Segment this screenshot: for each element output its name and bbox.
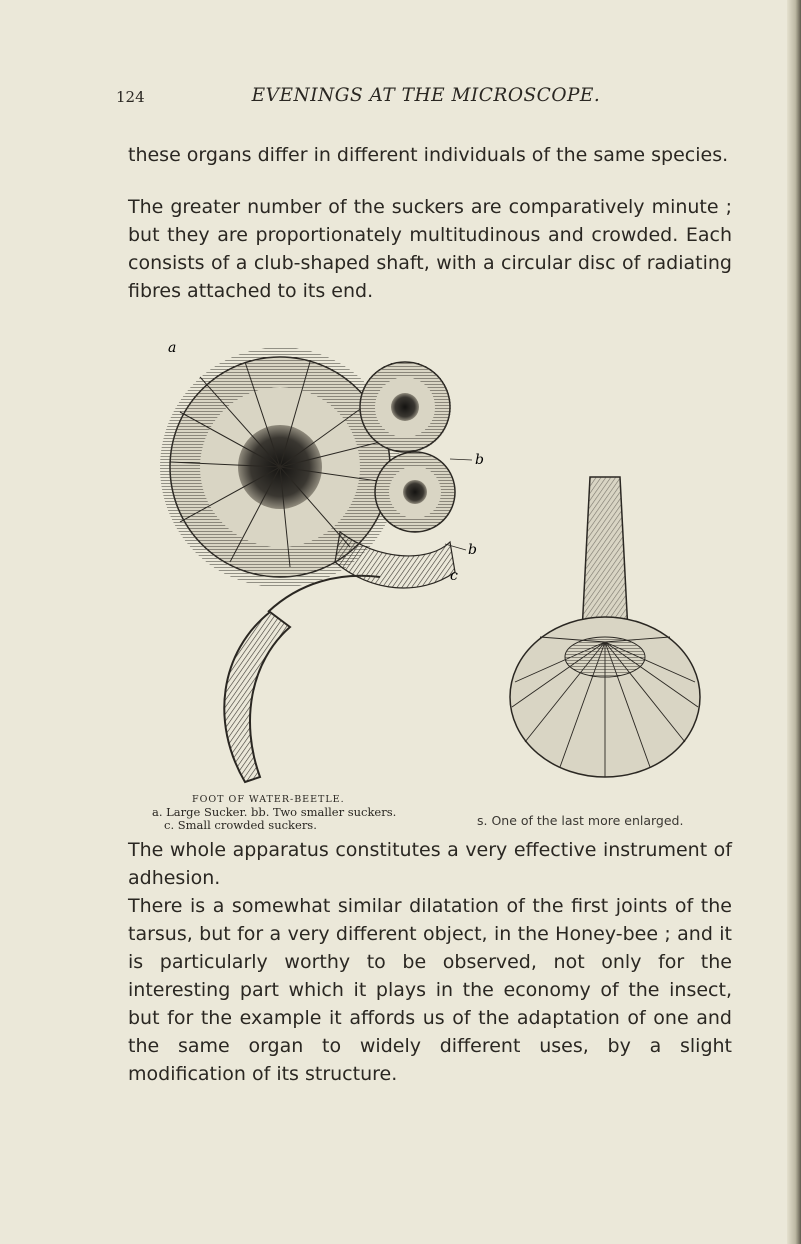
caption-line-1: a. Large Sucker. bb. Two smaller suckers. <box>152 805 397 819</box>
small-crowded-suckers <box>335 532 455 588</box>
label-a: a <box>168 340 177 356</box>
caption-line-2: c. Small crowded suckers. <box>164 818 317 832</box>
page-number: 124 <box>116 88 145 106</box>
figure-caption-left <box>152 793 472 832</box>
caption-title: FOOT OF WATER-BEETLE. <box>192 794 345 805</box>
label-b-lower: b <box>468 542 477 558</box>
paragraph-1: these organs differ in different individuals of the same species. <box>128 144 729 166</box>
leg-shaft <box>224 576 380 782</box>
enlarged-sucker <box>510 477 700 777</box>
smaller-sucker-lower <box>375 452 455 532</box>
figure-caption-right: s. One of the last more enlarged. <box>477 813 684 828</box>
running-head: EVENINGS AT THE MICROSCOPE. <box>251 85 601 106</box>
page-header <box>116 85 736 118</box>
label-c: c <box>450 568 458 584</box>
paragraph-3: The whole apparatus constitutes a very effective instrument of adhesion. <box>128 839 732 889</box>
label-b-upper: b <box>475 452 484 468</box>
paragraph-2: The greater number of the suckers are comparatively minute ; but they are proportionately multitudinous and crowded. Each consists of a club-shaped shaft, with a circular disc of radiating fibres attached to its end. <box>128 196 732 302</box>
page-edge-shadow <box>787 0 801 1244</box>
paragraph-4: There is a somewhat similar dilatation of the first joints of the tarsus, but for a very different object, in the Honey-bee ; and it is particularly worthy to be observed, not only for the interesting part which it plays in the economy of the insect, but for the example it affords us of the adaptation of one and the same organ to widely different uses, by a slight modification of its structure. <box>128 895 732 1085</box>
smaller-sucker-upper <box>360 362 450 452</box>
foot-illustration <box>150 312 730 832</box>
